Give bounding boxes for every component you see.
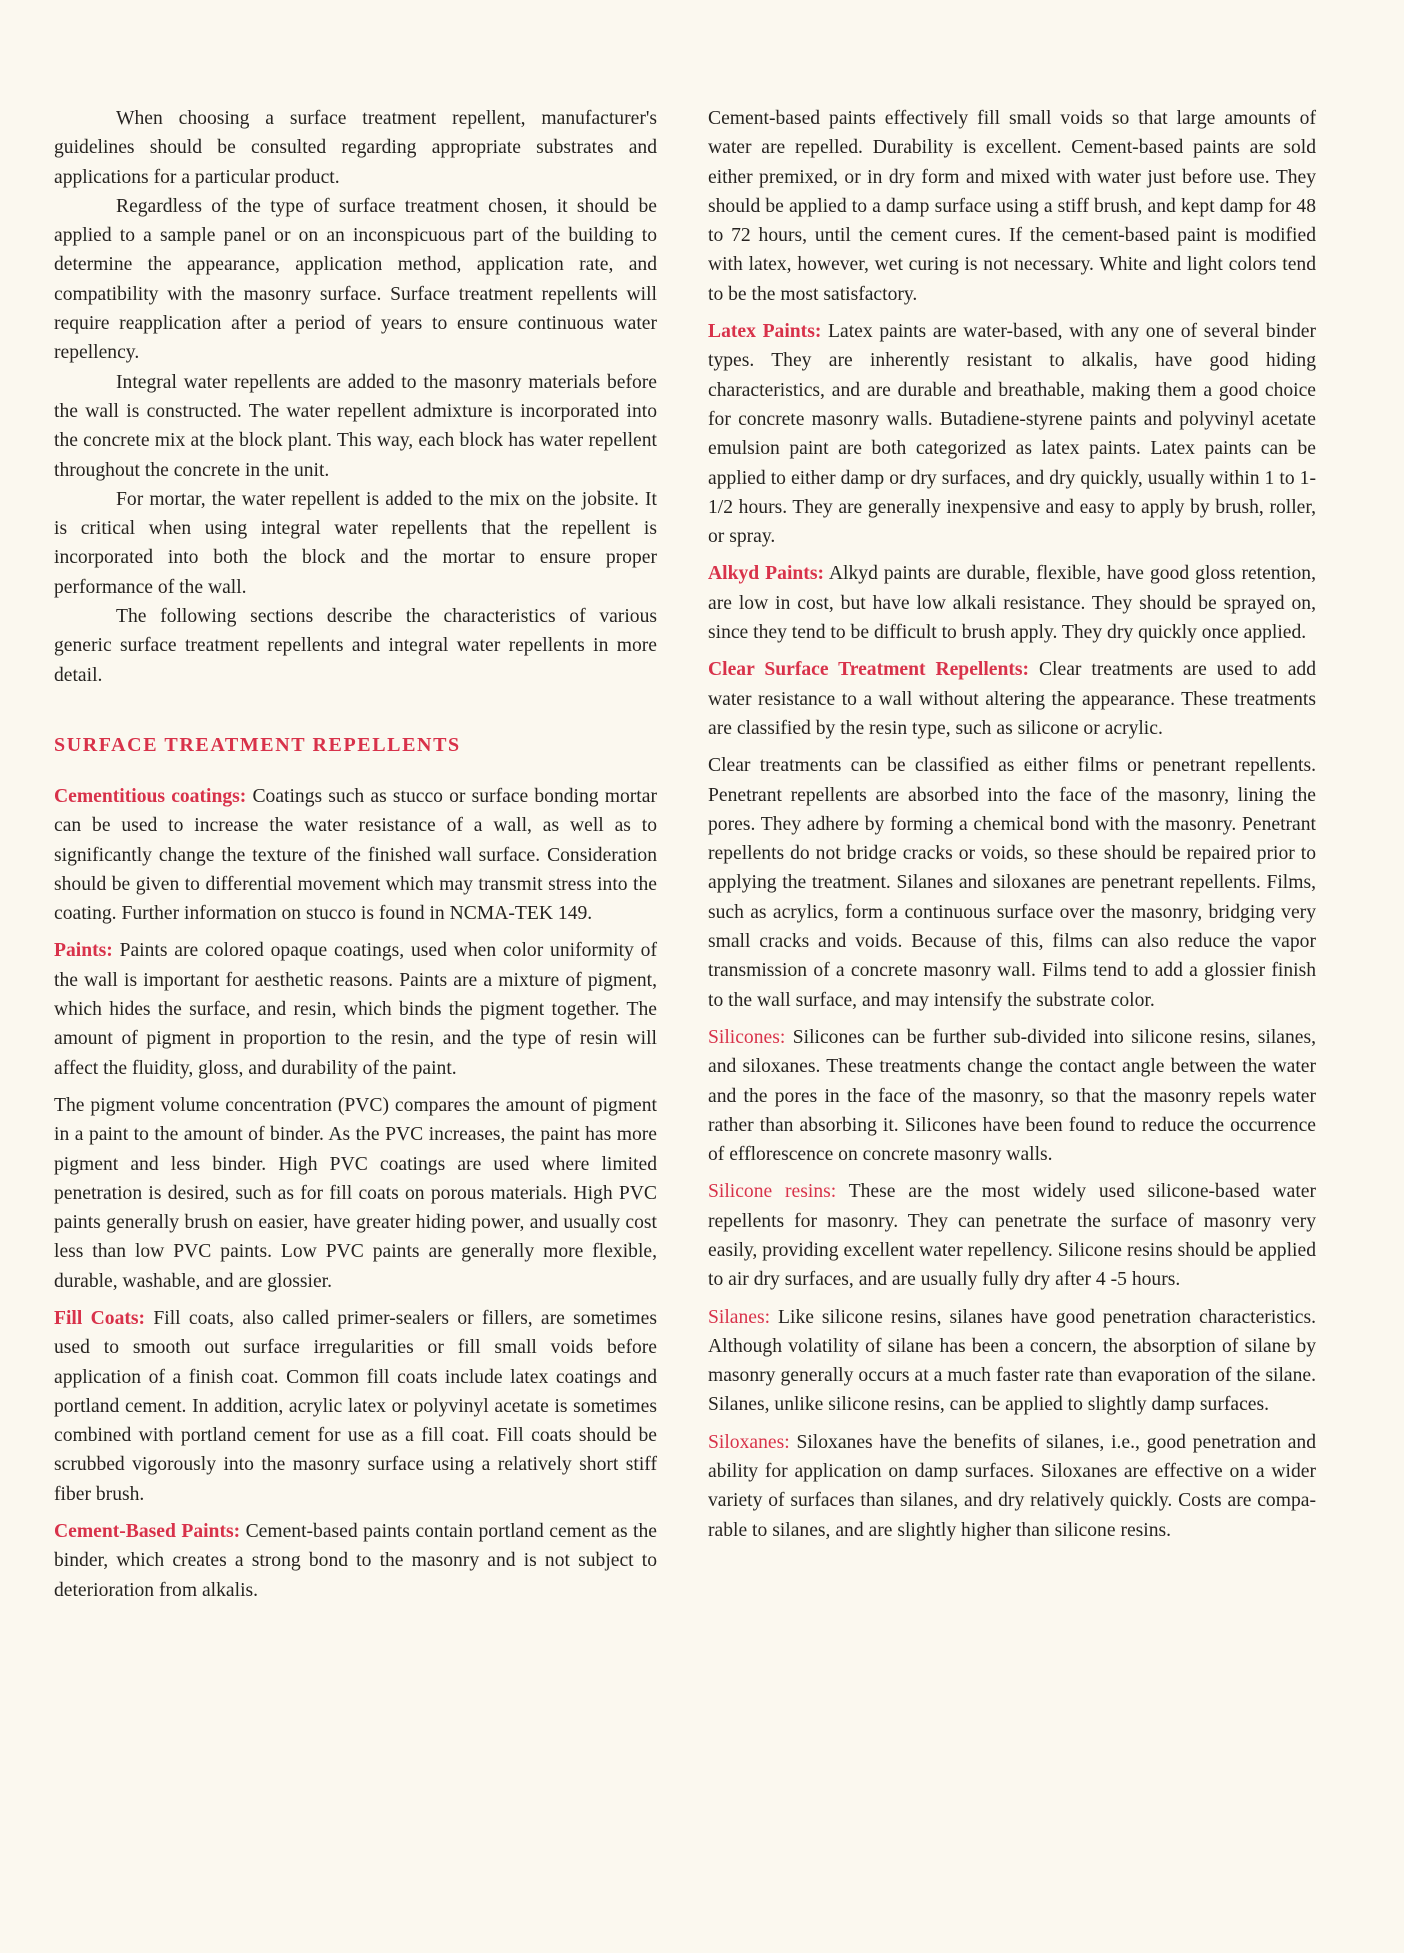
term-siloxanes: Siloxanes: — [708, 1431, 790, 1453]
section-heading: SURFACE TREATMENT REPELLENTS — [54, 733, 461, 756]
term-silicones: Silicones: — [708, 1026, 786, 1048]
text-siloxanes: Siloxanes have the benefits of silanes, i.e., good penetration and ability for application on damp surfaces. Siloxanes are effective on a wider variety of surfaces than silanes, and dry relatively quickly. Costs are comparable to silanes, and are slightly higher than silicone resins. — [708, 1431, 1316, 1541]
intro-paragraph-5: The following sections describe the characteristics of various generic surface treatment repellents and integral water repellents in more detail. — [54, 606, 657, 686]
term-cement-based: Cement-Based Paints: — [54, 1521, 241, 1543]
text-paints: Paints are colored opaque coatings, used when color uniformity of the wall is important for aesthetic reasons. Paints are a mixture of pigment, which hides the surface, and resin, which binds the pigment together. The amount of pigment in proportion to the resin, and the type of resin will affect the fluidity, gloss, and durability of the paint. — [54, 940, 657, 1079]
paragraph-films: Clear treatments can be classified as either films or penetrant repellents. Penetrant repellents are absorbed into the face of the masonry, lining the pores. They adhere by forming a chemical bond with the masonry. Penetrant repellents do not bridge cracks or voids, so these should be repaired prior to applying the treatment. Silanes and siloxanes are penetrant repellents. Films, such as acrylics, form a continuous surface over the masonry, bridging very small cracks and voids. Because of this, films can also reduce the vapor transmission of a concrete masonry wall. Films tend to add a glossier finish to the wall surface, and may intensify the substrate color. — [708, 755, 1316, 1011]
term-silanes: Silanes: — [708, 1306, 771, 1328]
paragraph-pvc: The pigment volume concentration (PVC) compares the amount of pigment in a paint to the amount of binder. As the PVC increases, the paint has more pigment and less binder. High PVC coatings are used where limited penetration is desired, such as for fill coats on porous materials. High PVC paints generally brush on easier, have greater hiding power, and usually cost less than low PVC paints. Low PVC paints are generally more flexible, durable, washable, and are glossier. — [54, 1094, 657, 1292]
left-column — [54, 104, 657, 1613]
paragraph-cementitious — [54, 782, 657, 928]
paragraph-paints — [54, 936, 657, 1082]
term-alkyd: Alkyd Paints: — [708, 563, 824, 585]
term-cementitious: Cementitious coatings: — [54, 785, 247, 807]
term-clear: Clear Surface Treatment Repellents: — [708, 659, 1030, 681]
paragraph-silicone-resins — [708, 1177, 1316, 1294]
paragraph-fill-coats — [54, 1304, 657, 1509]
text-cementitious: Coatings such as stucco or surface bonding mortar can be used to increase the water resistance of a wall, as well as to significantly change the texture of the finished wall surface. Consideration should be given to differential movement which may transmit stress into the coating. Further information on stucco is found in NCMA-TEK 149. — [54, 785, 657, 925]
text-clear: Clear treatments are used to add water resistance to a wall without altering the appearance. These treatments are classified by the resin type, such as silicone or acrylic. — [708, 659, 1316, 739]
paragraph-clear — [708, 655, 1316, 743]
right-column — [708, 104, 1316, 1553]
paragraph-alkyd — [708, 559, 1316, 647]
term-silicone-resins: Silicone resins: — [708, 1181, 837, 1203]
paragraph-latex — [708, 317, 1316, 551]
paragraph-siloxanes — [708, 1428, 1316, 1545]
paragraph-cement-continued: Cement-based paints effectively fill small voids so that large amounts of water are repelled. Durability is excellent. Cement-based paints are sold either premixed, or in dry form and mixed with water just before use. They should be applied to a damp surface using a stiff brush, and kept damp for 48 to 72 hours, until the cement cures. If the cement-based paint is modified with latex, however, wet curing is not necessary. White and light colors tend to be the most satisfactory. — [708, 108, 1316, 305]
text-fill-coats: Fill coats, also called primer-sealers or fillers, are sometimes used to smooth out surface irregularities or fill small voids before application of a finish coat. Common fill coats include latex coatings and portland cement. In addition, acrylic latex or polyvinyl acetate is sometimes combined with portland cement for use as a fill coat. Fill coats should be scrubbed vigorously into the masonry surface using a relatively short stiff fiber brush. — [54, 1307, 657, 1505]
intro-paragraph-2: Regardless of the type of surface treatment chosen, it should be applied to a sample panel or on an inconspicuous part of the building to determine the appearance, application method, application rate, and compatibility with the masonry surface. Surface treatment repellents will require reapplication after a period of years to ensure continuous water repellency. — [54, 195, 657, 364]
text-silicone-resins: These are the most widely used silicone-based water repellents for masonry. They can penetrate the surface of masonry very easily, providing excellent water repellency. Silicone resins should be applied to air dry surfaces, and are usually fully dry after 4 -5 hours. — [708, 1181, 1316, 1291]
term-paints: Paints: — [54, 940, 113, 962]
term-fill-coats: Fill Coats: — [54, 1307, 146, 1329]
term-latex: Latex Paints: — [708, 321, 822, 343]
text-latex: Latex paints are water-based, with any one of several binder types. They are inherently resistant to alkalis, have good hiding characteristics, and are durable and breathable, making them a good choice for concrete masonry walls. Butadiene-styrene paints and polyvinyl acetate emulsion paint are both categorized as latex paints. Latex paints can be applied to either damp or dry surfaces, and dry quickly, usually within 1 to 1-1/2 hours. They are generally inexpensive and easy to apply by brush, roller, or spray. — [708, 321, 1316, 548]
text-alkyd: Alkyd paints are durable, flexible, have good gloss retention, are low in cost, but have low alkali resistance. They should be sprayed on, since they tend to be difficult to brush apply. They dry quickly once applied. — [708, 563, 1316, 644]
paragraph-silicones — [708, 1023, 1316, 1169]
text-cement-based: Cement-based paints contain portland cement as the binder, which creates a strong bond to the masonry and is not subject to deterioration from alkalis. — [54, 1521, 657, 1601]
paragraph-silanes — [708, 1303, 1316, 1420]
text-silanes: Like silicone resins, silanes have good penetration characteristics. Although volatility of silane has been a concern, the absorption of silane by masonry generally occurs at a much faster rate than evaporation of the silane. Silanes, unlike silicone resins, can be applied to slightly damp surfaces. — [708, 1306, 1316, 1416]
intro-paragraph-1: When choosing a surface treatment repellent, manufacturer's guidelines should be consulted regarding appropriate substrates and applications for a particular product. — [54, 108, 657, 188]
text-silicones: Silicones can be further sub-divided into silicone resins, silanes, and siloxanes. These treatments change the contact angle between the water and the pores in the face of the masonry, so that the masonry repels water rather than absorbing it. Silicones have been found to reduce the occurrence of efflorescence on concrete masonry walls. — [708, 1026, 1316, 1166]
intro-paragraph-4: For mortar, the water repellent is added to the mix on the jobsite. It is critical when using integral water repellents that the repellent is incorporated into both the block and the mortar to ensure proper performance of the wall. — [54, 488, 657, 598]
intro-paragraph-3: Integral water repellents are added to the masonry materials before the wall is constructed. The water repellent admixture is incorporated into the concrete mix at the block plant. This way, each block has water repellent throughout the concrete in the unit. — [54, 371, 657, 481]
paragraph-cement-based — [54, 1517, 657, 1605]
